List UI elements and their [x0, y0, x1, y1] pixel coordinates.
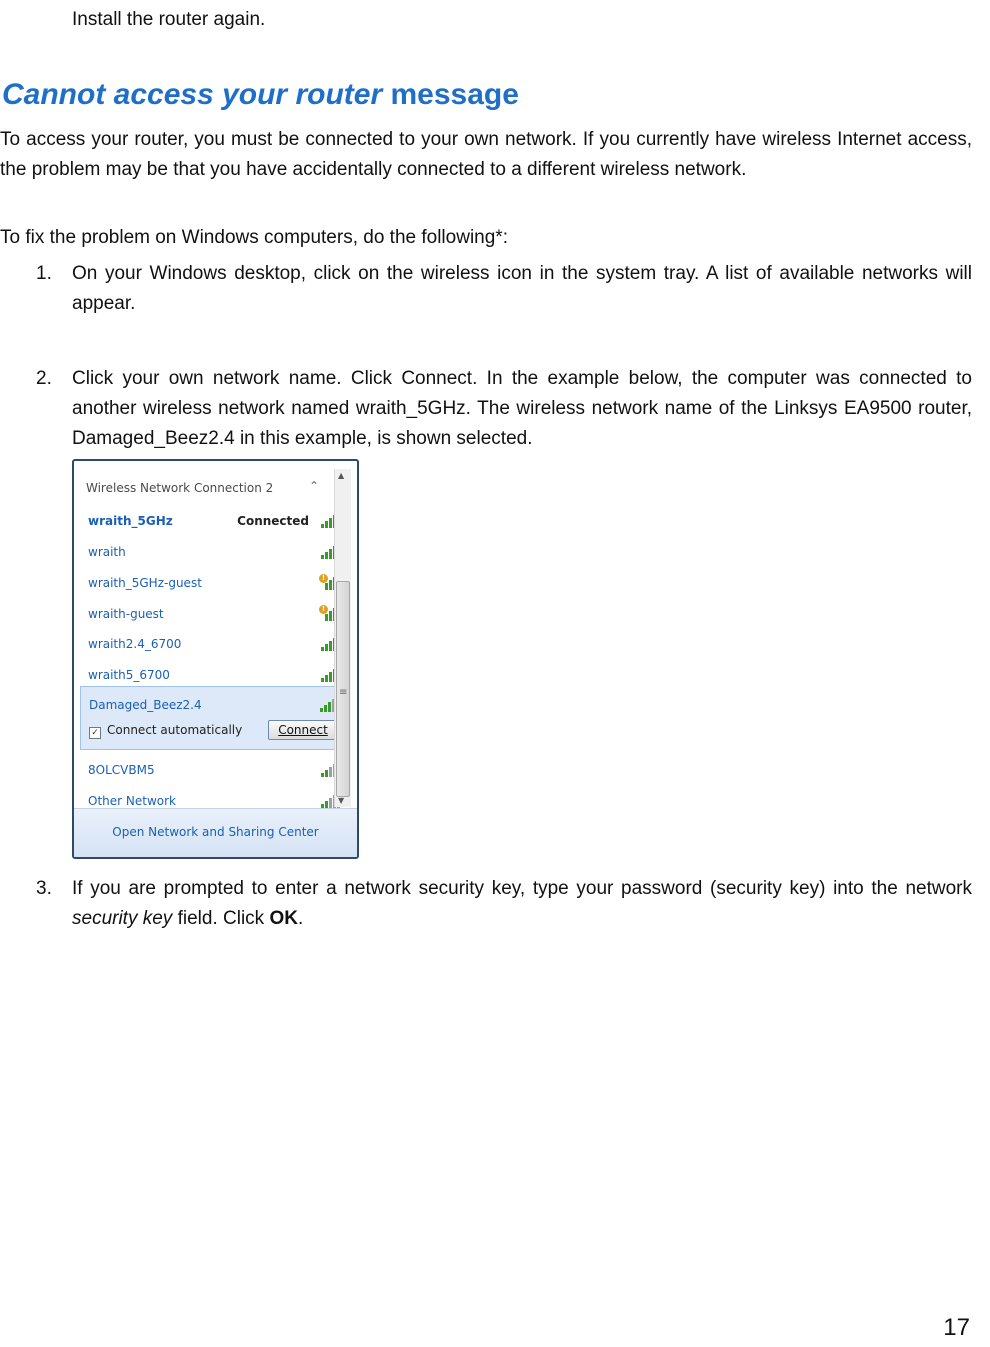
intro-paragraph: To access your router, you must be connected to your own network. If you currently have wireless Internet access, the problem may be that you have accidentally connected to a different wireless network.	[0, 129, 972, 180]
network-item[interactable]	[80, 506, 349, 536]
signal-strength-warning-icon: !	[319, 574, 341, 590]
network-name: wraith5_6700	[88, 668, 170, 682]
step-3-text: If you are prompted to enter a network security key, type your password (security key) into the network security key field. Click OK.	[72, 878, 972, 929]
network-item[interactable]	[80, 537, 349, 567]
step-1-number: 1.	[36, 263, 52, 284]
network-name: Damaged_Beez2.4	[89, 698, 202, 712]
selected-network[interactable]	[80, 686, 349, 750]
fix-intro: To fix the problem on Windows computers, do the following*:	[0, 227, 508, 248]
network-item[interactable]	[80, 599, 349, 629]
connect-automatically-checkbox[interactable]	[89, 723, 242, 739]
flyout-footer	[74, 808, 357, 857]
step-3-number: 3.	[36, 878, 52, 899]
network-name: wraith_5GHz-guest	[88, 576, 202, 590]
network-name: Other Network	[88, 794, 176, 808]
network-item[interactable]	[80, 568, 349, 598]
signal-strength-warning-icon: !	[319, 605, 341, 621]
network-name: 8OLCVBM5	[88, 763, 155, 777]
grip-icon: ≡	[339, 687, 348, 698]
network-item[interactable]	[80, 629, 349, 659]
checkmark-icon: ✓	[89, 727, 101, 739]
connected-status: Connected	[237, 514, 309, 528]
step-1-text: On your Windows desktop, click on the wireless icon in the system tray. A list of available networks will appear.	[72, 263, 972, 314]
scroll-up-arrow-icon[interactable]: ▲	[338, 471, 345, 480]
network-sharing-center-link[interactable]: Open Network and Sharing Center	[112, 825, 319, 839]
page-number: 17	[943, 1314, 970, 1341]
network-name: wraith2.4_6700	[88, 637, 182, 651]
scrollbar[interactable]	[334, 469, 351, 807]
network-item[interactable]	[81, 690, 348, 720]
network-name: wraith_5GHz	[88, 514, 173, 528]
security-key-term: security key	[72, 908, 173, 929]
wireless-networks-flyout	[72, 459, 359, 859]
network-item[interactable]	[80, 755, 349, 785]
section-heading	[2, 75, 519, 115]
heading-italic: Cannot access your router	[2, 78, 383, 111]
network-name: wraith-guest	[88, 607, 164, 621]
install-again-text: Install the router again.	[72, 9, 266, 30]
step-2-text: Click your own network name. Click Connect. In the example below, the computer was connected to another wireless network named wraith_5GHz. The wireless network name of the Linksys EA9500 router, Damaged_Beez2.4 in this example, is shown selected.	[72, 368, 972, 449]
scroll-down-arrow-icon[interactable]: ▼	[338, 796, 345, 805]
ok-term: OK	[269, 908, 298, 929]
flyout-title: Wireless Network Connection 2	[86, 481, 274, 495]
step-2-number: 2.	[36, 368, 52, 389]
connect-automatically-label: Connect automatically	[107, 723, 243, 737]
heading-plain: message	[382, 78, 519, 111]
collapse-chevron-icon[interactable]: ⌃	[308, 479, 319, 493]
network-name: wraith	[88, 545, 126, 559]
connect-button[interactable]: Connect	[268, 720, 338, 740]
